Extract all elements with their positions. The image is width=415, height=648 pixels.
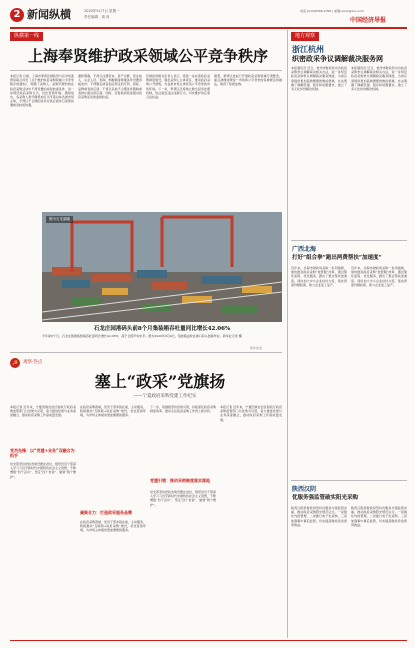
section-name: 新闻纵横 bbox=[27, 8, 71, 21]
section-tag-right: 地方观察 bbox=[291, 32, 319, 41]
bottom-subheadline: ——宁夏政府采购党建工作纪实 bbox=[133, 394, 197, 399]
bottom-body-c2: 在政府采购领域，党员干部冲锋在前，主动服务，积极推动“互联网+政府采购”建设，优化营商环境，为市场主体提供更加便捷的服务。 bbox=[80, 520, 146, 533]
masthead bbox=[10, 6, 407, 28]
bottom-body-b2: 党支部坚持把政治建设摆在首位，组织党员干部深入学习习近平新时代中国特色社会主义思想，不断增强“四个意识”、坚定“四个自信”、做到“两个维护”。 bbox=[150, 490, 216, 507]
photo-label bbox=[46, 216, 73, 223]
port-photo bbox=[42, 212, 282, 322]
party-emblem-icon: ☭ bbox=[11, 359, 19, 367]
story1-head1: 浙江杭州 bbox=[292, 44, 324, 54]
left-body-col1: 本报记者 日前，上海市奉贤区财政局与区市场监管局联合印发《关于维护政府采购领域公平竞争秩序的通知》，明确了采购人、采购代理机构在政府采购活动中不得设置的差别歧视条件，进一步规范政府采购行为，优化营商环境。通知指出，各采购人和代理机构应当平等对待各类市场主体，不得以不合理的条件对供应商实行差别待遇或者歧视待遇。 bbox=[10, 74, 74, 108]
story1-rule bbox=[291, 240, 407, 241]
top-left-bottom-rule bbox=[10, 352, 282, 353]
port-photo-art bbox=[42, 212, 282, 322]
left-headline: 上海奉贤维护政采领域公平竞争秩序 bbox=[27, 47, 268, 65]
story2-body-col2: 近年来，北海市财政局采取一系列措施，加快推进政府采购“放管服”改革，通过简化流程、优化服务，跑出了惠企帮扶加速度。同时加大中小企业扶持力度，落实预留份额政策，助力企业复工复产。 bbox=[351, 266, 407, 287]
bottom-subhead-2: 凝聚合力：打造政采服务品牌 bbox=[80, 510, 132, 515]
photo-caption-title: 石龙庄园港码头前8个月集装箱吞吐量同比增长42.06% bbox=[93, 326, 231, 332]
photo-credit: 新华社发 bbox=[250, 346, 263, 350]
bottom-body-a: 本报记者 近年来，宁夏回族自治区财政厅政府采购监管部门以党建为引领，着力推进党建与业务深度融合，推动政府采购工作高质量发展。 bbox=[10, 405, 76, 418]
bottom-body-c: 在政府采购领域，党员干部冲锋在前，主动服务，积极推动“互联网+政府采购”建设，优化营商环境，为市场主体提供更加便捷的服务。 bbox=[80, 405, 146, 418]
left-body-col4: 据悉，奉贤区此前已开展政府采购领域专项整治，重点清理妨碍统一市场和公平竞争的各种规定和做法，取得了积极成效。 bbox=[214, 74, 282, 87]
bottom-body-b: 党支部坚持把政治建设摆在首位，组织党员干部深入学习习近平新时代中国特色社会主义思想，不断增强“四个意识”、坚定“四个自信”、做到“两个维护”。 bbox=[10, 462, 76, 479]
bottom-body-a2: 本报记者 近年来，宁夏回族自治区财政厅政府采购监管部门以党建为引领，着力推进党建与业务深度融合，推动政府采购工作高质量发展。 bbox=[220, 405, 282, 422]
bottom-headline: 塞上“政采”党旗扬 bbox=[94, 372, 226, 391]
photo-caption-body: 今年前8个月，石龙庄园港集装箱吞吐量同比增长42.06%，高于全国平均水平。图为2020年9月4日，集装箱货轮在港口码头装卸作业。新华社记者 摄 bbox=[42, 334, 242, 338]
masthead-rule bbox=[10, 27, 407, 29]
headline-rule bbox=[10, 70, 282, 71]
story2-head2: 打好“组合拳”跑出两费帮扶“加速度” bbox=[292, 255, 382, 261]
story3-head2: 优服务强监管破实阳光采购 bbox=[292, 495, 359, 501]
story1-head2: 织密政采争议调解裁决服务网 bbox=[292, 54, 383, 63]
date-line: 2020年9月7日 星期一 bbox=[84, 9, 120, 13]
section-tag-bottom: 观察·热点 bbox=[23, 360, 43, 365]
left-body-col2: 通知明确，不得以注册资本、资产总额、营业收入、从业人员、利润、纳税额等规模条件设置资格条件；不得限定或者指定特定的专利、商标、品牌或者供应商；不得以其他不合理条件限制或者排斥潜在供应商。同时，区财政局将加强对政府采购活动的监督检查。 bbox=[78, 74, 142, 100]
story3-head1: 陕西汉阴 bbox=[292, 486, 317, 493]
paper-name: 中国经济导报 bbox=[350, 17, 387, 24]
right-column-divider bbox=[287, 30, 288, 638]
bottom-subhead-3: 党建引领：推动采购制度落实落地 bbox=[150, 478, 210, 483]
footer-rule bbox=[10, 640, 407, 641]
editor-line: 责任编辑：周 冉 bbox=[84, 15, 110, 19]
story1-body-col1: 本报通讯员 近日，杭州市财政局出台政府采购争议调解裁决相关办法，进一步织密政府采购争议调解裁决服务网络，为供应商提供更加高效便捷的维权渠道。办法明确了调解范围、程序和时限要求，建立了多元化纠纷解决机制。 bbox=[291, 66, 347, 92]
story3-body-col2: 陕西汉阴县财政局坚持优服务与强监管并重，推动政府采购阳光规范运行。一是强化内控管理，二是推行电子化采购，三是加强事中事后监管，切实提高财政资金使用效益。 bbox=[351, 506, 407, 527]
section-tag-left: 纵横第一线 bbox=[10, 32, 43, 41]
story2-body-col1: 近年来，北海市财政局采取一系列措施，加快推进政府采购“放管服”改革，通过简化流程、优化服务，跑出了惠企帮扶加速度。同时加大中小企业扶持力度，落实预留份额政策，助力企业复工复产。 bbox=[291, 266, 347, 287]
photo-label-text: 图为石龙湖港 bbox=[49, 217, 70, 221]
bottom-body-d: 下一步，将继续坚持党建引领，持续深化政府采购制度改革，推动全区政府采购工作再上新台阶。 bbox=[150, 405, 216, 414]
right-info: 电话:(010)6566-2395 | 邮箱:xxxx@xxx.com bbox=[300, 9, 365, 13]
story3-body-col1: 陕西汉阴县财政局坚持优服务与强监管并重，推动政府采购阳光规范运行。一是强化内控管理，二是推行电子化采购，三是加强事中事后监管，切实提高财政资金使用效益。 bbox=[291, 506, 347, 527]
page-number: 2 bbox=[13, 9, 21, 20]
bottom-subhead-1: 党员先锋：以“党建+业务”双融合为抓手 bbox=[10, 448, 75, 458]
story1-body-col2: 本报通讯员 近日，杭州市财政局出台政府采购争议调解裁决相关办法，进一步织密政府采购争议调解裁决服务网络，为供应商提供更加高效便捷的维权渠道。办法明确了调解范围、程序和时限要求，建立了多元化纠纷解决机制。 bbox=[351, 66, 407, 92]
story2-rule bbox=[291, 480, 407, 481]
page-number-badge bbox=[10, 8, 24, 22]
story2-head1: 广西北海 bbox=[292, 246, 317, 253]
left-body-col3: 区财政局相关负责人表示，将进一步完善政府采购制度建设，强化采购人主体责任，推动政府采购公开透明，为各类市场主体营造公平竞争的市场环境。下一步，奉贤区还将建立健全投诉处理机制，依法查处违法违规行为，切实维护供应商合法权益。 bbox=[146, 74, 210, 100]
